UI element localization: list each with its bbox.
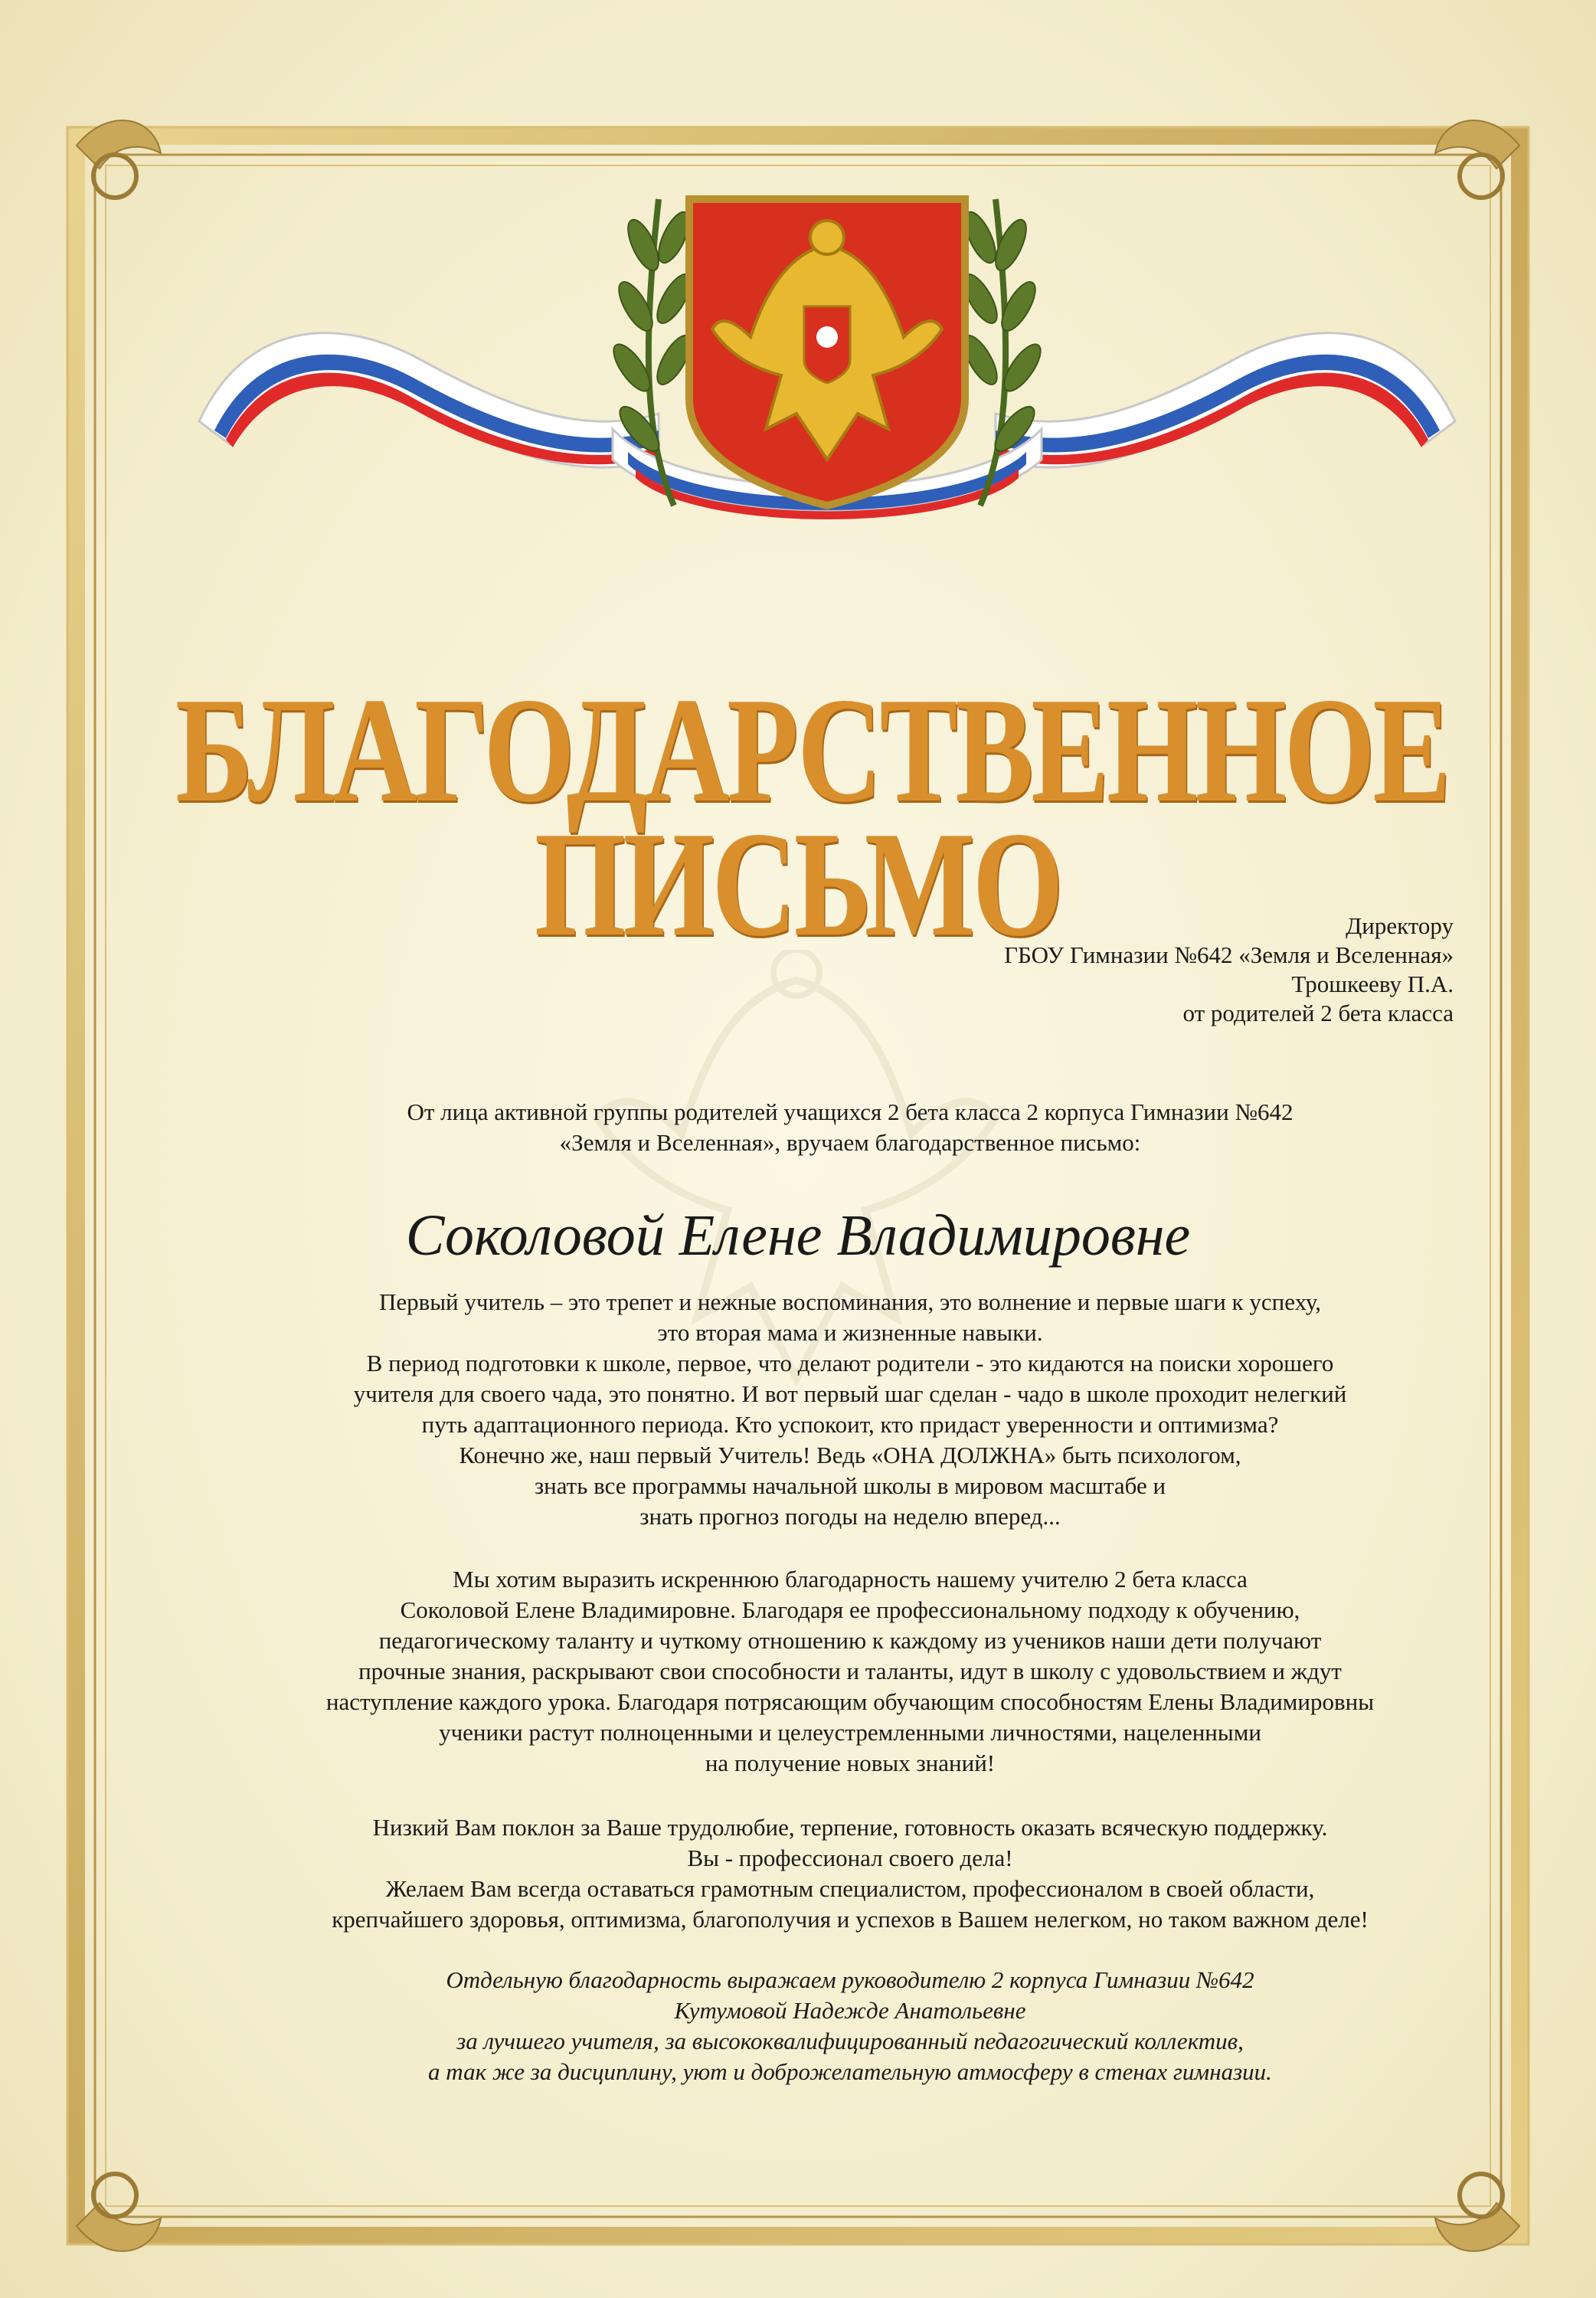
paragraph-gratitude [176,1564,1524,1779]
document-title-line-1: БЛАГОДАРСТВЕННОЕ [175,667,1449,833]
paragraph-first-teacher [176,1287,1524,1532]
paragraph-line: В период подготовки к школе, первое, что делают родители - это кидаются на поиски хорошего [366,1350,1334,1377]
paragraph-line: крепчайшего здоровья, оптимизма, благополучия и успехов в Вашем нелегком, но таком важном деле! [332,1906,1369,1933]
paragraph-line: Соколовой Елене Владимировне. Благодаря ее профессиональному подходу к обучению, [400,1596,1300,1623]
addressee-position: Директору [1346,912,1454,939]
paragraph-line: педагогическому таланту и чуткому отношению к каждому из учеников наши дети получают [378,1627,1322,1654]
corner-ornament-bottom-left [77,2174,161,2251]
paragraph-line: Кутумовой Надежде Анатольевне [674,1997,1026,2024]
paragraph-line: Отдельную благодарность выражаем руководителю 2 корпуса Гимназии №642 [446,1966,1254,1993]
addressee-block [1004,912,1454,1028]
paragraph-line: путь адаптационного периода. Кто успокоит, кто придаст уверенности и оптимизма? [421,1411,1279,1438]
intro-line: «Земля и Вселенная», вручаем благодарственное письмо: [559,1129,1141,1156]
russian-coat-of-arms-icon [689,199,965,506]
addressee-sender: от родителей 2 бета класса [1182,1000,1454,1026]
paragraph-line: знать все программы начальной школы в мировом масштабе и [534,1472,1166,1499]
addressee-school: ГБОУ Гимназии №642 «Земля и Вселенная» [1004,941,1454,968]
paragraph-special-thanks [176,1965,1524,2087]
paragraph-line: а так же за дисциплину, уют и доброжелательную атмосферу в стенах гимназии. [428,2058,1272,2085]
document-title-line-2: ПИСЬМО [535,801,1061,967]
paragraph-line: Конечно же, наш первый Учитель! Ведь «ОНА ДОЛЖНА» быть психологом, [459,1442,1241,1468]
paragraph-line: наступление каждого урока. Благодаря потрясающим обучающим способностям Елены Владимировны [325,1688,1375,1715]
paragraph-line: на получение новых знаний! [705,1750,996,1776]
paragraph-line: ученики растут полноценными и целеустремленными личностями, нацеленными [439,1719,1261,1746]
paragraph-wishes [176,1812,1524,1935]
paragraph-line: Желаем Вам всегда оставаться грамотным специалистом, профессионалом в своей области, [385,1875,1315,1902]
paragraph-line: это вторая мама и жизненные навыки. [657,1319,1043,1346]
recipient-name: Соколовой Елене Владимировне [405,1203,1191,1268]
intro-line: От лица активной группы родителей учащихся 2 бета класса 2 корпуса Гимназии №642 [407,1098,1293,1125]
paragraph-line: прочные знания, раскрывают свои способности и таланты, идут в школу с удовольствием и ждут [358,1658,1342,1684]
paragraph-line: Низкий Вам поклон за Ваше трудолюбие, терпение, готовность оказать всяческую поддержку. [372,1814,1328,1841]
corner-ornament-bottom-right [1435,2174,1519,2251]
coat-of-arms-emblem [184,184,1470,536]
corner-ornament-top-left [77,120,161,198]
paragraph-line: учителя для своего чада, это понятно. И вот первый шаг сделан - чадо в школе проходит нелегкий [353,1380,1347,1407]
addressee-name: Трошкееву П.А. [1291,971,1454,997]
paragraph-line: Первый учитель – это трепет и нежные воспоминания, это волнение и первые шаги к успеху, [378,1288,1322,1315]
paragraph-line: знать прогноз погоды на неделю вперед... [639,1503,1061,1530]
intro-paragraph [176,1097,1524,1158]
paragraph-line: за лучшего учителя, за высококвалифицированный педагогический коллектив, [456,2028,1244,2054]
paragraph-line: Вы - профессионал своего дела! [687,1845,1013,1871]
paragraph-line: Мы хотим выразить искреннюю благодарность нашему учителю 2 бета класса [453,1566,1248,1593]
